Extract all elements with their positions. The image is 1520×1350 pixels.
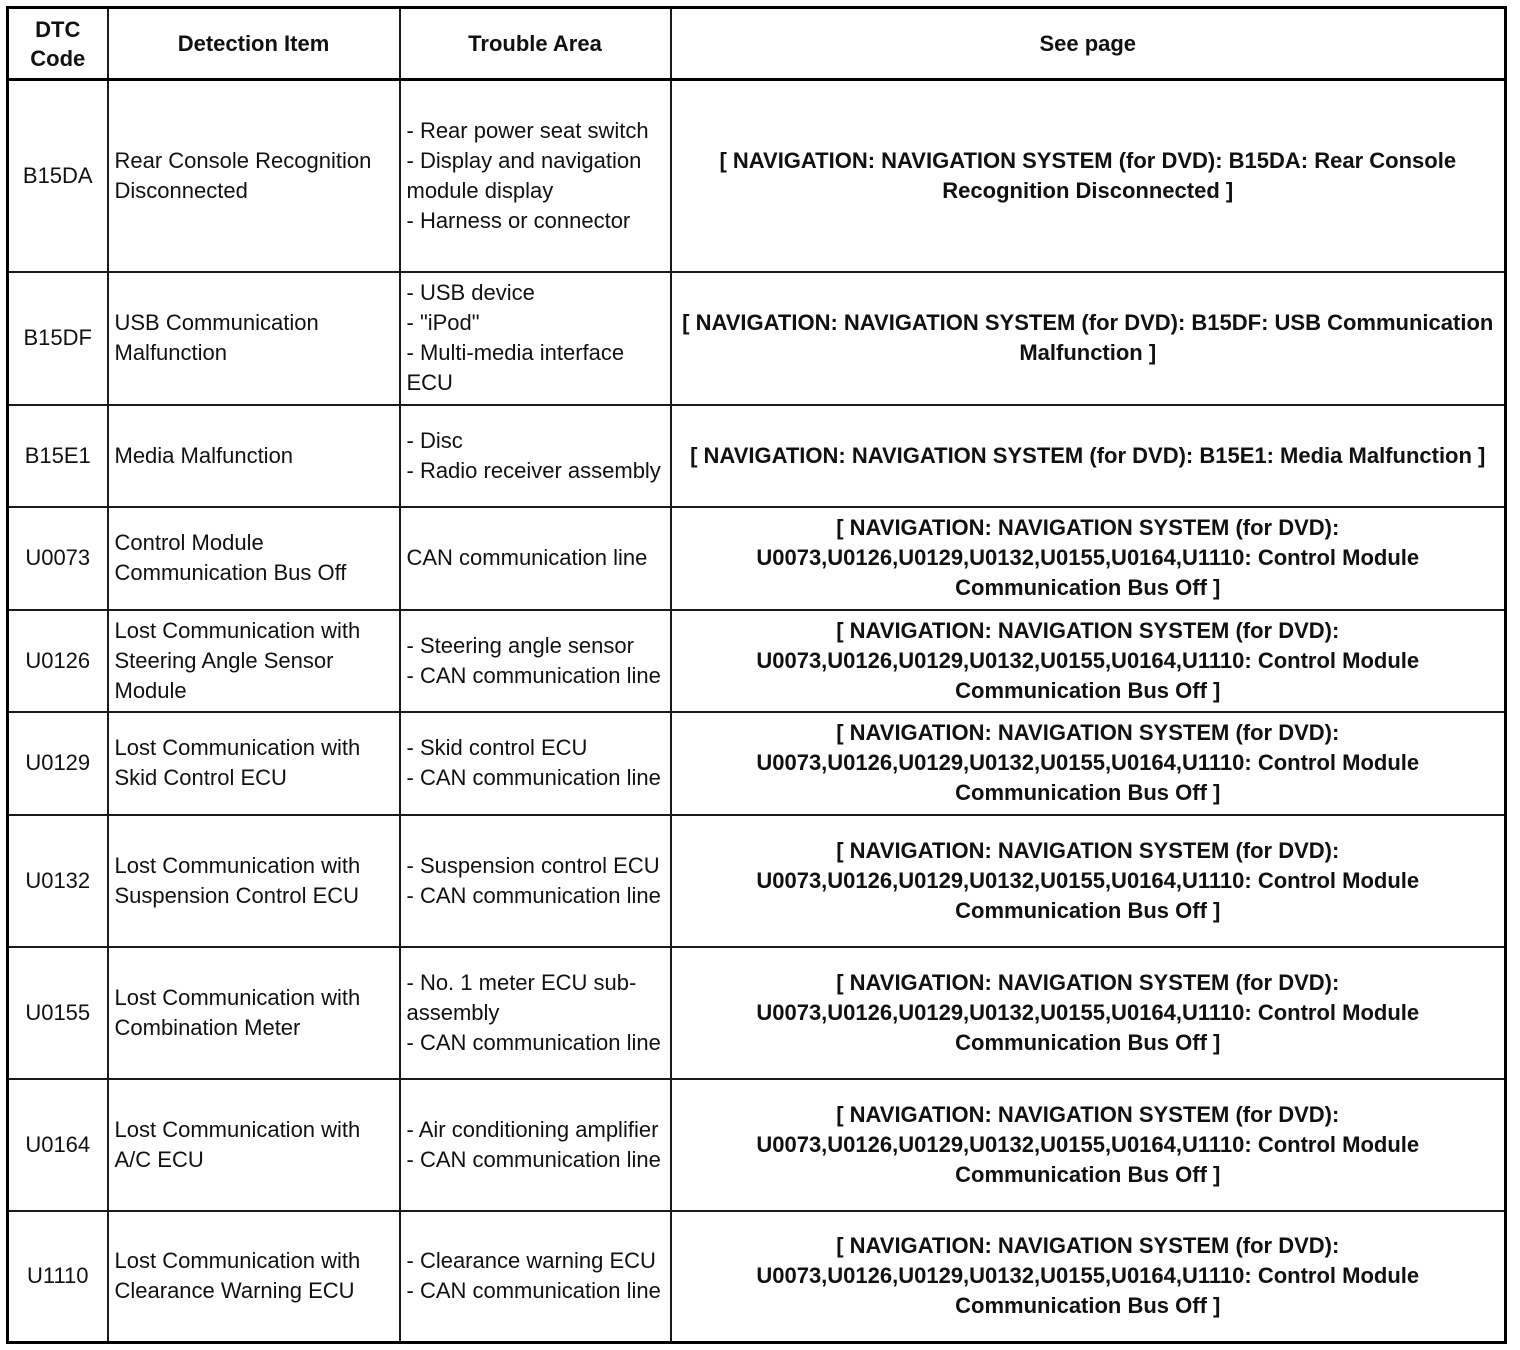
- header-row: [8, 8, 1506, 80]
- dtc-code-cell: U0129: [8, 712, 108, 815]
- table-row: [8, 610, 1506, 712]
- trouble-area-cell: - Air conditioning amplifier - CAN communication line: [400, 1079, 671, 1211]
- table-row: [8, 1211, 1506, 1343]
- dtc-code-cell: U0126: [8, 610, 108, 712]
- see-page-link[interactable]: [ NAVIGATION: NAVIGATION SYSTEM (for DVD): U0073,U0126,U0129,U0132,U0155,U0164,U1110: Control Module Communication Bus Off ]: [671, 610, 1506, 712]
- detection-item-cell: Rear Console Recognition Disconnected: [108, 80, 400, 272]
- detection-item-cell: Lost Communication with Steering Angle Sensor Module: [108, 610, 400, 712]
- trouble-area-cell: - Suspension control ECU - CAN communication line: [400, 815, 671, 947]
- see-page-link[interactable]: [ NAVIGATION: NAVIGATION SYSTEM (for DVD): B15DF: USB Communication Malfunction ]: [671, 272, 1506, 405]
- header-see-page: See page: [671, 8, 1506, 80]
- dtc-code-cell: U0164: [8, 1079, 108, 1211]
- trouble-area-cell: - Steering angle sensor - CAN communication line: [400, 610, 671, 712]
- table-row: [8, 507, 1506, 610]
- trouble-area-cell: - Disc - Radio receiver assembly: [400, 405, 671, 507]
- table-header: [8, 8, 1506, 80]
- trouble-area-cell: - No. 1 meter ECU sub-assembly - CAN communication line: [400, 947, 671, 1079]
- detection-item-cell: Media Malfunction: [108, 405, 400, 507]
- see-page-link[interactable]: [ NAVIGATION: NAVIGATION SYSTEM (for DVD): B15DA: Rear Console Recognition Disconnected ]: [671, 80, 1506, 272]
- detection-item-cell: Lost Communication with Skid Control ECU: [108, 712, 400, 815]
- dtc-code-cell: U0073: [8, 507, 108, 610]
- dtc-code-cell: B15E1: [8, 405, 108, 507]
- detection-item-cell: Control Module Communication Bus Off: [108, 507, 400, 610]
- dtc-code-cell: U1110: [8, 1211, 108, 1343]
- header-detection-item: Detection Item: [108, 8, 400, 80]
- trouble-area-cell: - USB device - "iPod" - Multi-media interface ECU: [400, 272, 671, 405]
- see-page-link[interactable]: [ NAVIGATION: NAVIGATION SYSTEM (for DVD): U0073,U0126,U0129,U0132,U0155,U0164,U1110: Control Module Communication Bus Off ]: [671, 815, 1506, 947]
- see-page-link[interactable]: [ NAVIGATION: NAVIGATION SYSTEM (for DVD): U0073,U0126,U0129,U0132,U0155,U0164,U1110: Control Module Communication Bus Off ]: [671, 507, 1506, 610]
- trouble-area-cell: CAN communication line: [400, 507, 671, 610]
- see-page-link[interactable]: [ NAVIGATION: NAVIGATION SYSTEM (for DVD): U0073,U0126,U0129,U0132,U0155,U0164,U1110: Control Module Communication Bus Off ]: [671, 1211, 1506, 1343]
- detection-item-cell: Lost Communication with Suspension Control ECU: [108, 815, 400, 947]
- see-page-link[interactable]: [ NAVIGATION: NAVIGATION SYSTEM (for DVD): U0073,U0126,U0129,U0132,U0155,U0164,U1110: Control Module Communication Bus Off ]: [671, 1079, 1506, 1211]
- trouble-area-cell: - Rear power seat switch - Display and navigation module display - Harness or connector: [400, 80, 671, 272]
- detection-item-cell: Lost Communication with A/C ECU: [108, 1079, 400, 1211]
- see-page-link[interactable]: [ NAVIGATION: NAVIGATION SYSTEM (for DVD): U0073,U0126,U0129,U0132,U0155,U0164,U1110: Control Module Communication Bus Off ]: [671, 947, 1506, 1079]
- dtc-code-cell: B15DA: [8, 80, 108, 272]
- table-row: [8, 80, 1506, 272]
- detection-item-cell: Lost Communication with Combination Meter: [108, 947, 400, 1079]
- trouble-area-cell: - Clearance warning ECU - CAN communication line: [400, 1211, 671, 1343]
- header-dtc-code: DTC Code: [8, 8, 108, 80]
- dtc-code-cell: U0155: [8, 947, 108, 1079]
- header-trouble-area: Trouble Area: [400, 8, 671, 80]
- detection-item-cell: Lost Communication with Clearance Warning ECU: [108, 1211, 400, 1343]
- table-row: [8, 815, 1506, 947]
- table-body: [8, 80, 1506, 1343]
- dtc-code-cell: U0132: [8, 815, 108, 947]
- table-row: [8, 405, 1506, 507]
- see-page-link[interactable]: [ NAVIGATION: NAVIGATION SYSTEM (for DVD): U0073,U0126,U0129,U0132,U0155,U0164,U1110: Control Module Communication Bus Off ]: [671, 712, 1506, 815]
- see-page-link[interactable]: [ NAVIGATION: NAVIGATION SYSTEM (for DVD): B15E1: Media Malfunction ]: [671, 405, 1506, 507]
- dtc-code-cell: B15DF: [8, 272, 108, 405]
- table-row: [8, 272, 1506, 405]
- dtc-table: [6, 6, 1507, 1344]
- table-row: [8, 712, 1506, 815]
- trouble-area-cell: - Skid control ECU - CAN communication line: [400, 712, 671, 815]
- table-row: [8, 947, 1506, 1079]
- detection-item-cell: USB Communication Malfunction: [108, 272, 400, 405]
- table-row: [8, 1079, 1506, 1211]
